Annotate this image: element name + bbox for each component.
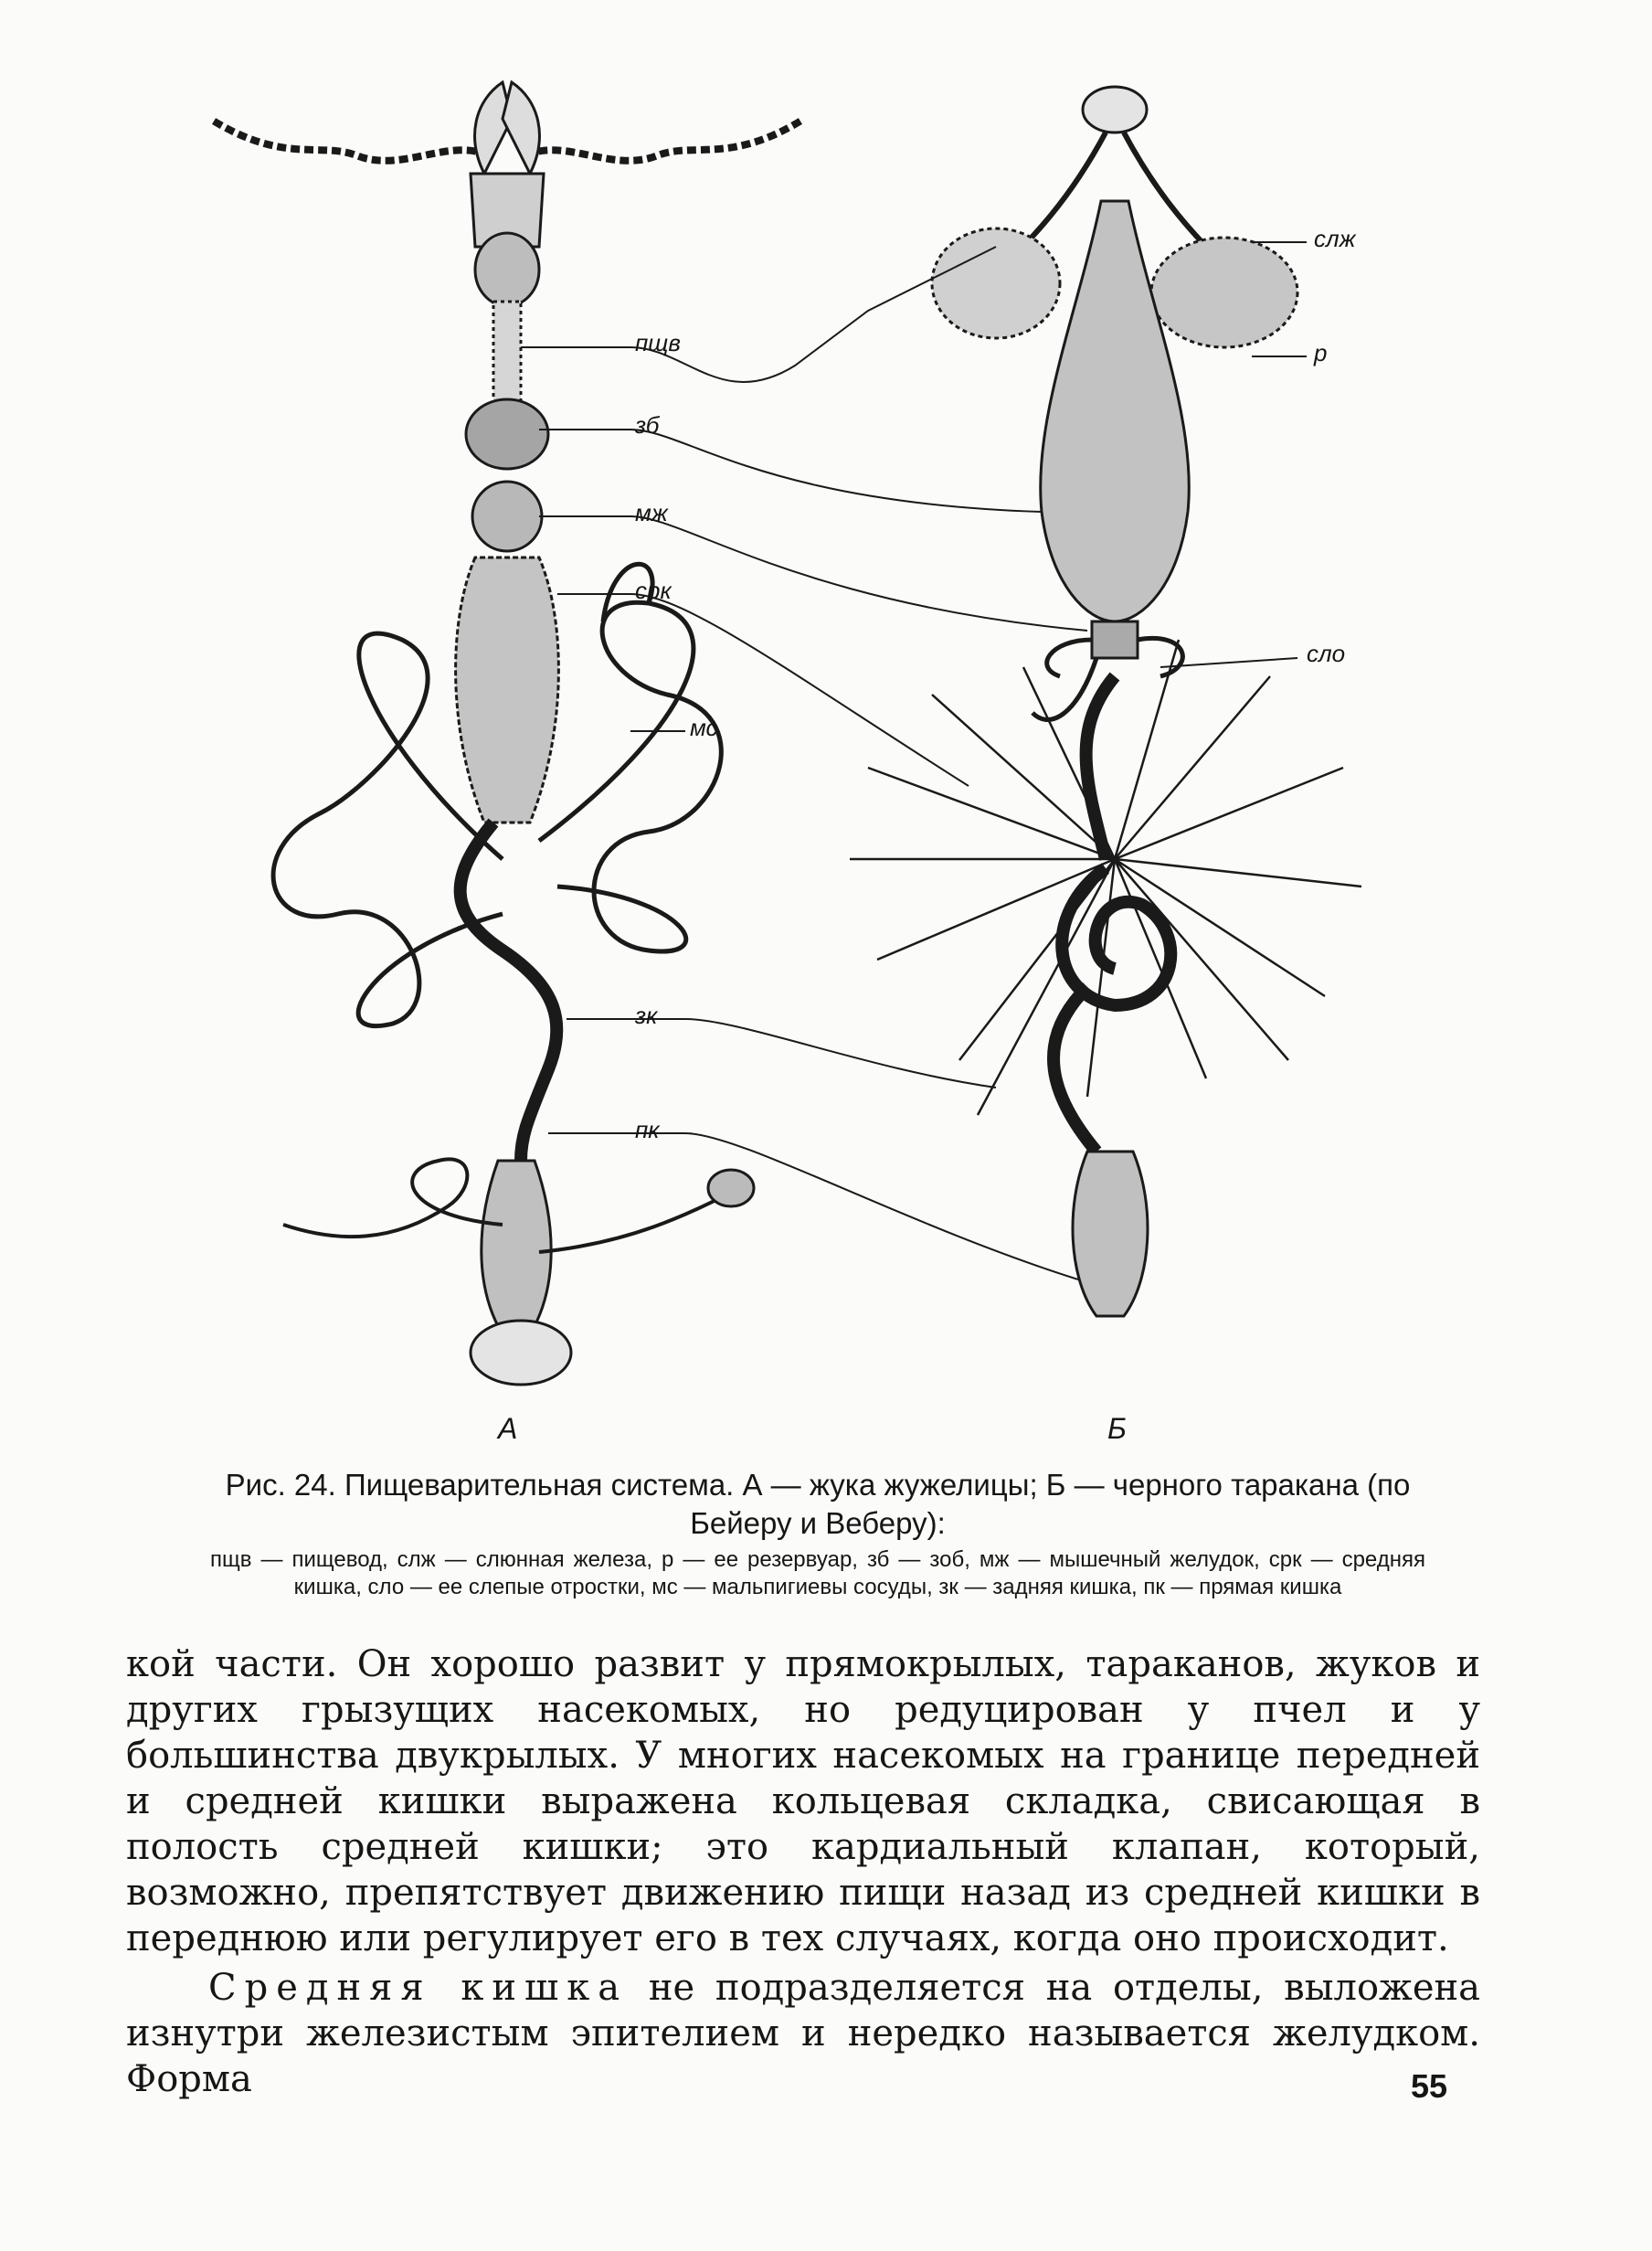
- panel-a-letter: А: [498, 1412, 518, 1445]
- paragraph-2: [126, 1965, 1480, 2102]
- label-mzh: мж: [635, 499, 668, 526]
- label-zb: зб: [635, 411, 660, 439]
- page-number: 55: [1411, 2067, 1448, 2105]
- label-pshv: пщв: [635, 329, 682, 356]
- label-pk: пк: [635, 1116, 660, 1143]
- paragraph-2-text: не подразделяется на отделы, выложена изнутри железистым эпителием и нередко называется желудком. Форма: [126, 1967, 1480, 2100]
- body-text: [126, 1641, 1480, 2102]
- paragraph-1: кой части. Он хорошо развит у прямокрылых, тараканов, жуков и других грызущих насекомых, но редуцирован у пчел и у большинства двукрылых. У многих насекомых на границе передней и средней кишки выражена кольцевая складка, свисающая в полость средней кишки; это кардиальный клапан, который, возможно, препятствует движению пищи назад из средней кишки в переднюю или регулирует его в тех случаях, когда оно происходит.: [126, 1643, 1480, 1959]
- cockroach-drawing: [850, 87, 1361, 1316]
- label-ms: мс: [690, 714, 718, 741]
- label-srk: срк: [635, 577, 672, 604]
- label-r: р: [1314, 339, 1328, 366]
- figure-digestive-system: [174, 37, 1471, 1462]
- label-slo: сло: [1307, 640, 1346, 667]
- label-slzh: слж: [1314, 225, 1356, 252]
- figure-caption: [210, 1466, 1425, 1601]
- figure-drawing: [174, 37, 1471, 1462]
- caption-title: Рис. 24. Пищеварительная система. А — жука жужелицы; Б — черного таракана (по Бейеру и Веберу):: [225, 1468, 1411, 1540]
- label-zk: зк: [635, 1002, 658, 1029]
- caption-legend: пщв — пищевод, слж — слюнная железа, р — ее резервуар, зб — зоб, мж — мышечный желудок, срк — средняя кишка, сло — ее слепые отростки, мс — мальпигиевы сосуды, зк — задняя кишка, пк — прямая кишка: [210, 1547, 1425, 1599]
- paragraph-2-term: Средняя кишка: [208, 1967, 629, 2009]
- panel-b-letter: Б: [1107, 1412, 1127, 1445]
